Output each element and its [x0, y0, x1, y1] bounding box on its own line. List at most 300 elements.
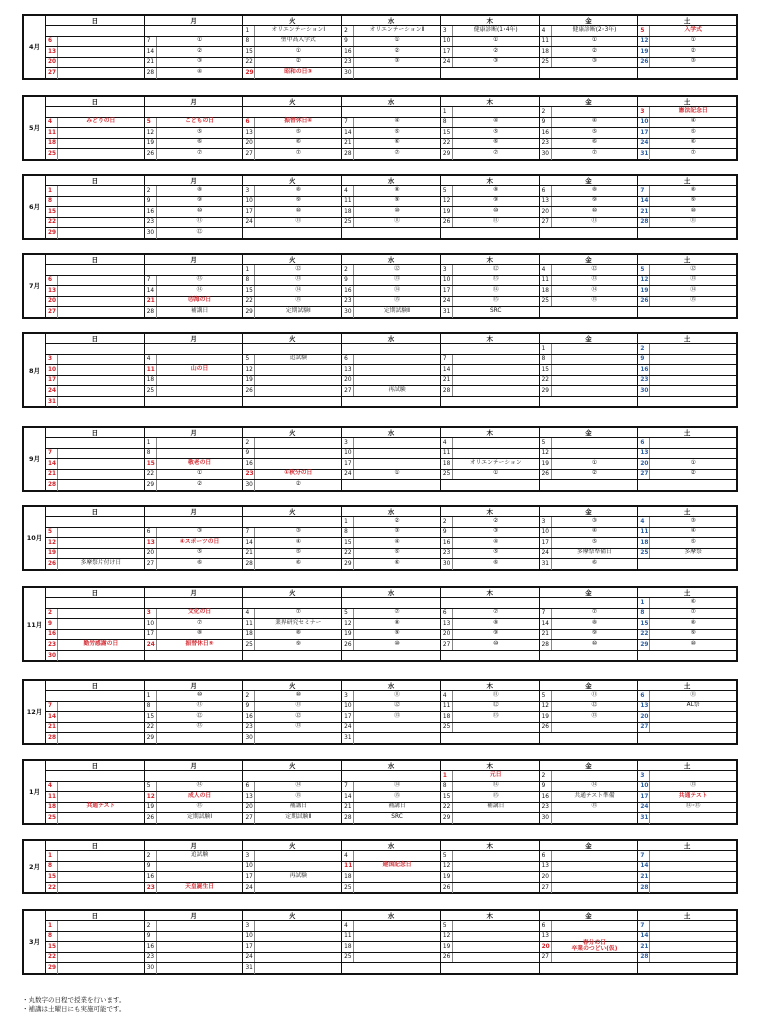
- day-number: 26: [540, 723, 552, 733]
- day-note: ⑫: [591, 265, 598, 272]
- day-number: 12: [441, 197, 453, 207]
- day-note: ④スポーツの日: [179, 538, 220, 545]
- day-number: 17: [243, 207, 255, 217]
- day-note: [58, 771, 144, 781]
- day-cell: [342, 953, 441, 963]
- day-note: ⑥: [394, 560, 400, 567]
- day-cell: [243, 365, 342, 375]
- day-number: 25: [243, 640, 255, 650]
- day-cell: [540, 953, 639, 963]
- day-cell: [145, 942, 244, 952]
- day-note: [58, 365, 144, 375]
- day-number: 14: [540, 619, 552, 629]
- day-cell: [342, 118, 441, 128]
- month-block: [22, 505, 738, 571]
- day-note: [552, 365, 638, 375]
- week-row: [46, 58, 736, 69]
- day-number: 24: [146, 641, 155, 648]
- weekday-label: 日: [46, 507, 145, 516]
- day-cell: [243, 619, 342, 629]
- day-note: [552, 307, 638, 318]
- day-cell: [540, 218, 639, 228]
- day-cell: [46, 197, 145, 207]
- day-cell: [46, 723, 145, 733]
- day-cell: [342, 782, 441, 792]
- day-note: [354, 963, 440, 974]
- day-note: [552, 480, 638, 491]
- day-cell: [46, 344, 145, 354]
- day-note: ⑤: [394, 128, 400, 135]
- day-note: [58, 963, 144, 974]
- day-cell: [342, 376, 441, 386]
- day-number: 27: [46, 307, 58, 318]
- day-cell: [638, 365, 736, 375]
- day-number: 30: [540, 813, 552, 824]
- day-note: ⑪: [196, 218, 203, 225]
- day-number: 14: [243, 538, 255, 548]
- day-number: 6: [46, 276, 58, 286]
- day-note: [157, 921, 243, 931]
- day-note: [552, 355, 638, 365]
- day-note: [58, 609, 144, 619]
- week-row: [46, 630, 736, 641]
- day-note: [58, 386, 144, 396]
- day-number: 19: [640, 287, 649, 294]
- day-number: [540, 651, 552, 662]
- day-cell: [540, 297, 639, 307]
- day-number: 4: [540, 26, 552, 36]
- week-row: [46, 26, 736, 37]
- day-number: 27: [640, 471, 649, 478]
- day-note: [58, 37, 144, 47]
- day-cell: [638, 37, 736, 47]
- day-note: [157, 733, 243, 744]
- day-note: ②: [196, 47, 203, 54]
- day-number: 1: [243, 26, 255, 36]
- day-cell: [145, 365, 244, 375]
- day-cell: [638, 470, 736, 480]
- day-cell: [342, 771, 441, 781]
- day-number: 18: [441, 712, 453, 722]
- day-note: ⑫: [394, 702, 400, 709]
- day-cell: [638, 107, 736, 117]
- day-cell: [441, 771, 540, 781]
- day-note: ③: [295, 528, 301, 535]
- day-number: 11: [441, 702, 453, 712]
- weekday-label: 月: [145, 588, 244, 597]
- day-cell: [441, 872, 540, 882]
- day-number: 2: [342, 265, 354, 275]
- day-cell: [46, 598, 145, 608]
- day-number: 4: [540, 265, 552, 275]
- day-cell: [540, 803, 639, 813]
- day-number: 17: [640, 129, 649, 136]
- day-number: 3: [441, 265, 453, 275]
- day-note: [354, 344, 440, 354]
- day-note: ⑬: [196, 276, 203, 283]
- day-cell: [540, 139, 639, 149]
- day-note: [255, 883, 341, 894]
- day-note: [354, 480, 440, 491]
- day-number: 23: [245, 471, 254, 478]
- day-number: 23: [640, 377, 649, 384]
- day-note: ⑥: [295, 560, 301, 567]
- day-cell: [46, 528, 145, 538]
- day-note: ⑥: [196, 139, 203, 146]
- day-number: 9: [342, 276, 354, 286]
- day-number: 9: [145, 932, 157, 942]
- day-number: 22: [145, 723, 157, 733]
- day-number: 17: [441, 47, 453, 57]
- day-note: ②: [295, 58, 301, 65]
- day-cell: [145, 26, 244, 36]
- day-cell: [540, 355, 639, 365]
- day-note: [453, 386, 539, 396]
- week-row: [46, 438, 736, 449]
- day-cell: [243, 37, 342, 47]
- day-number: 29: [441, 813, 453, 824]
- day-cell: [243, 470, 342, 480]
- week-row: [46, 197, 736, 208]
- day-number: 9: [145, 197, 157, 207]
- weekday-label: 水: [342, 588, 441, 597]
- day-note: ⑨: [196, 197, 203, 204]
- day-number: [145, 517, 157, 527]
- weekday-label: 水: [342, 507, 441, 516]
- weekday-label: 火: [243, 761, 342, 770]
- weekday-label: 土: [683, 256, 691, 264]
- weekday-label: 水: [342, 334, 441, 343]
- day-note: [453, 598, 539, 608]
- weekday-header: [46, 428, 736, 438]
- day-number: 16: [540, 792, 552, 802]
- day-number: [46, 691, 58, 701]
- day-cell: [441, 528, 540, 538]
- day-cell: [540, 813, 639, 824]
- day-number: [441, 651, 453, 662]
- month-label: 4月: [24, 16, 46, 78]
- day-cell: [145, 459, 244, 469]
- day-number: 2: [540, 771, 552, 781]
- weekday-header: [46, 176, 736, 186]
- day-cell: [638, 438, 736, 448]
- note-line: ・補講は土曜日にも実施可能です。: [22, 1005, 126, 1013]
- day-number: 18: [540, 47, 552, 57]
- day-number: 5: [540, 691, 552, 701]
- day-number: 4: [145, 355, 157, 365]
- day-cell: [46, 186, 145, 196]
- day-cell: [441, 218, 540, 228]
- day-note: ③: [196, 528, 203, 535]
- day-cell: [243, 932, 342, 942]
- day-number: 27: [640, 724, 649, 731]
- day-number: [441, 344, 453, 354]
- day-number: 4: [342, 186, 354, 196]
- day-note: ⑥: [591, 139, 598, 146]
- day-cell: [243, 207, 342, 217]
- day-cell: [540, 107, 639, 117]
- day-number: 7: [441, 355, 453, 365]
- day-number: 14: [640, 863, 649, 870]
- day-note: [58, 598, 144, 608]
- day-number: 7: [638, 186, 650, 196]
- day-cell: [145, 640, 244, 650]
- day-number: 21: [540, 630, 552, 640]
- day-cell: [145, 792, 244, 802]
- day-note: [255, 397, 341, 408]
- day-cell: [540, 640, 639, 650]
- weekday-label: 金: [540, 588, 639, 597]
- day-note: [58, 883, 144, 894]
- day-cell: [638, 712, 736, 722]
- day-note: ⑤: [295, 549, 301, 556]
- day-number: [145, 107, 157, 117]
- day-note: [552, 344, 638, 354]
- day-number: 14: [145, 286, 157, 296]
- day-number: 2: [145, 186, 157, 196]
- day-cell: [638, 386, 736, 396]
- month-label: 7月: [24, 255, 46, 317]
- day-note: [453, 397, 539, 408]
- day-cell: [145, 276, 244, 286]
- day-note: [58, 58, 144, 68]
- day-number: 29: [640, 641, 649, 648]
- day-cell: [243, 953, 342, 963]
- week-row: [46, 449, 736, 460]
- day-note: ③: [690, 517, 696, 524]
- day-cell: [540, 197, 639, 207]
- day-cell: [441, 723, 540, 733]
- day-number: 22: [540, 376, 552, 386]
- day-note: [650, 651, 736, 662]
- day-number: 4: [46, 118, 58, 128]
- weekday-label: 日: [46, 841, 145, 850]
- day-number: 6: [243, 118, 255, 128]
- day-note: ⑨: [295, 640, 301, 647]
- day-cell: [46, 782, 145, 792]
- day-number: [46, 438, 58, 448]
- day-number: 23: [540, 803, 552, 813]
- day-note: ⑪: [591, 218, 598, 225]
- day-note: [453, 376, 539, 386]
- day-number: 22: [243, 297, 255, 307]
- day-cell: [638, 344, 736, 354]
- day-note: ⑫: [196, 712, 203, 719]
- day-number: 17: [441, 286, 453, 296]
- day-note: ⑨: [394, 197, 400, 204]
- day-cell: [145, 517, 244, 527]
- day-cell: [441, 344, 540, 354]
- day-cell: [46, 640, 145, 650]
- day-cell: [342, 355, 441, 365]
- day-cell: [441, 207, 540, 217]
- weekday-label: 水: [342, 16, 441, 25]
- day-note: [453, 932, 539, 942]
- day-number: 17: [48, 377, 57, 384]
- day-cell: [342, 397, 441, 408]
- day-number: 25: [540, 297, 552, 307]
- day-note: [354, 459, 440, 469]
- day-cell: [638, 480, 736, 491]
- day-cell: [638, 68, 736, 79]
- day-note: ③: [690, 58, 696, 65]
- day-number: 5: [441, 921, 453, 931]
- day-note: ④: [690, 118, 696, 125]
- day-number: 25: [441, 470, 453, 480]
- day-note: [552, 813, 638, 824]
- day-note: [552, 883, 638, 894]
- day-cell: [540, 344, 639, 354]
- day-number: 21: [48, 724, 57, 731]
- day-number: 11: [540, 276, 552, 286]
- day-note: [255, 228, 341, 239]
- day-number: 6: [540, 186, 552, 196]
- day-note: ⑧: [295, 630, 301, 637]
- day-number: 30: [342, 68, 354, 79]
- day-note: ⑭: [394, 286, 400, 293]
- day-note: [58, 207, 144, 217]
- day-cell: [46, 813, 145, 824]
- day-note: ⑬: [690, 782, 697, 789]
- day-cell: [540, 702, 639, 712]
- day-cell: [243, 862, 342, 872]
- day-number: 3: [638, 107, 650, 117]
- day-cell: [46, 517, 145, 527]
- day-number: 6: [243, 782, 255, 792]
- day-cell: [342, 733, 441, 744]
- day-number: 20: [48, 59, 57, 66]
- day-number: 6: [145, 528, 157, 538]
- day-number: 31: [441, 307, 453, 318]
- day-cell: [145, 538, 244, 548]
- month-block: [22, 426, 738, 492]
- day-number: 10: [243, 862, 255, 872]
- day-note: [157, 386, 243, 396]
- week-row: [46, 813, 736, 824]
- day-cell: [243, 651, 342, 662]
- day-number: 15: [441, 792, 453, 802]
- day-number: [46, 598, 58, 608]
- day-number: [638, 480, 650, 491]
- day-cell: [441, 733, 540, 744]
- day-number: 26: [441, 953, 453, 963]
- day-cell: [342, 128, 441, 138]
- day-cell: [46, 702, 145, 712]
- day-cell: [243, 58, 342, 68]
- day-cell: [243, 128, 342, 138]
- day-note: [157, 598, 243, 608]
- day-cell: [145, 58, 244, 68]
- day-cell: [540, 480, 639, 491]
- day-number: 7: [46, 702, 58, 712]
- day-note: [650, 344, 736, 354]
- weekday-label: 火: [243, 255, 342, 264]
- day-note: ⑬: [492, 276, 499, 283]
- day-cell: [441, 386, 540, 396]
- day-note: [255, 386, 341, 396]
- day-note: ⑮: [196, 803, 203, 810]
- day-cell: [342, 559, 441, 570]
- day-cell: [342, 365, 441, 375]
- day-note: [552, 376, 638, 386]
- day-note: [552, 68, 638, 79]
- day-number: 3: [540, 517, 552, 527]
- weekday-label: 木: [441, 681, 540, 690]
- day-cell: [342, 528, 441, 538]
- day-cell: [243, 397, 342, 408]
- day-cell: [243, 630, 342, 640]
- day-note: ⑫: [492, 265, 499, 272]
- day-note: [58, 651, 144, 662]
- day-cell: [46, 438, 145, 448]
- day-cell: [145, 872, 244, 882]
- day-cell: [46, 286, 145, 296]
- day-cell: [342, 517, 441, 527]
- week-row: [46, 723, 736, 734]
- day-note: [650, 921, 736, 931]
- day-note: ⑦: [295, 609, 301, 616]
- day-cell: [145, 851, 244, 861]
- day-note: [157, 963, 243, 974]
- day-number: 1: [243, 265, 255, 275]
- day-number: 18: [441, 459, 453, 469]
- week-row: [46, 218, 736, 229]
- day-cell: [243, 963, 342, 974]
- day-note: [552, 953, 638, 963]
- day-cell: [342, 942, 441, 952]
- day-number: 8: [46, 197, 58, 207]
- day-cell: [441, 186, 540, 196]
- day-cell: [441, 107, 540, 117]
- day-number: 30: [243, 480, 255, 491]
- day-note: [354, 397, 440, 408]
- day-number: 13: [640, 450, 649, 457]
- week-row: [46, 771, 736, 782]
- day-cell: [145, 286, 244, 296]
- day-cell: [540, 528, 639, 538]
- day-note: [157, 344, 243, 354]
- day-cell: [243, 538, 342, 548]
- day-cell: [243, 344, 342, 354]
- month-block: [22, 253, 738, 319]
- day-number: 8: [638, 609, 650, 619]
- day-note: ⑭: [591, 782, 598, 789]
- day-number: [638, 68, 650, 79]
- day-number: 12: [243, 365, 255, 375]
- day-cell: [638, 228, 736, 239]
- day-number: [243, 397, 255, 408]
- day-cell: [540, 68, 639, 79]
- day-note: ③: [591, 517, 598, 524]
- day-note: [650, 712, 736, 722]
- day-note: [255, 942, 341, 952]
- day-number: 23: [243, 723, 255, 733]
- day-number: [540, 307, 552, 318]
- day-cell: [540, 47, 639, 57]
- day-note: [255, 851, 341, 861]
- day-note: ⑤: [295, 128, 301, 135]
- day-number: 18: [243, 630, 255, 640]
- weekday-label: 日: [46, 428, 145, 437]
- day-number: 15: [243, 47, 255, 57]
- day-cell: [441, 286, 540, 296]
- day-number: [46, 517, 58, 527]
- day-note: [354, 365, 440, 375]
- day-number: 4: [638, 517, 650, 527]
- day-cell: [46, 47, 145, 57]
- day-note: [552, 921, 638, 931]
- day-number: 9: [46, 619, 58, 629]
